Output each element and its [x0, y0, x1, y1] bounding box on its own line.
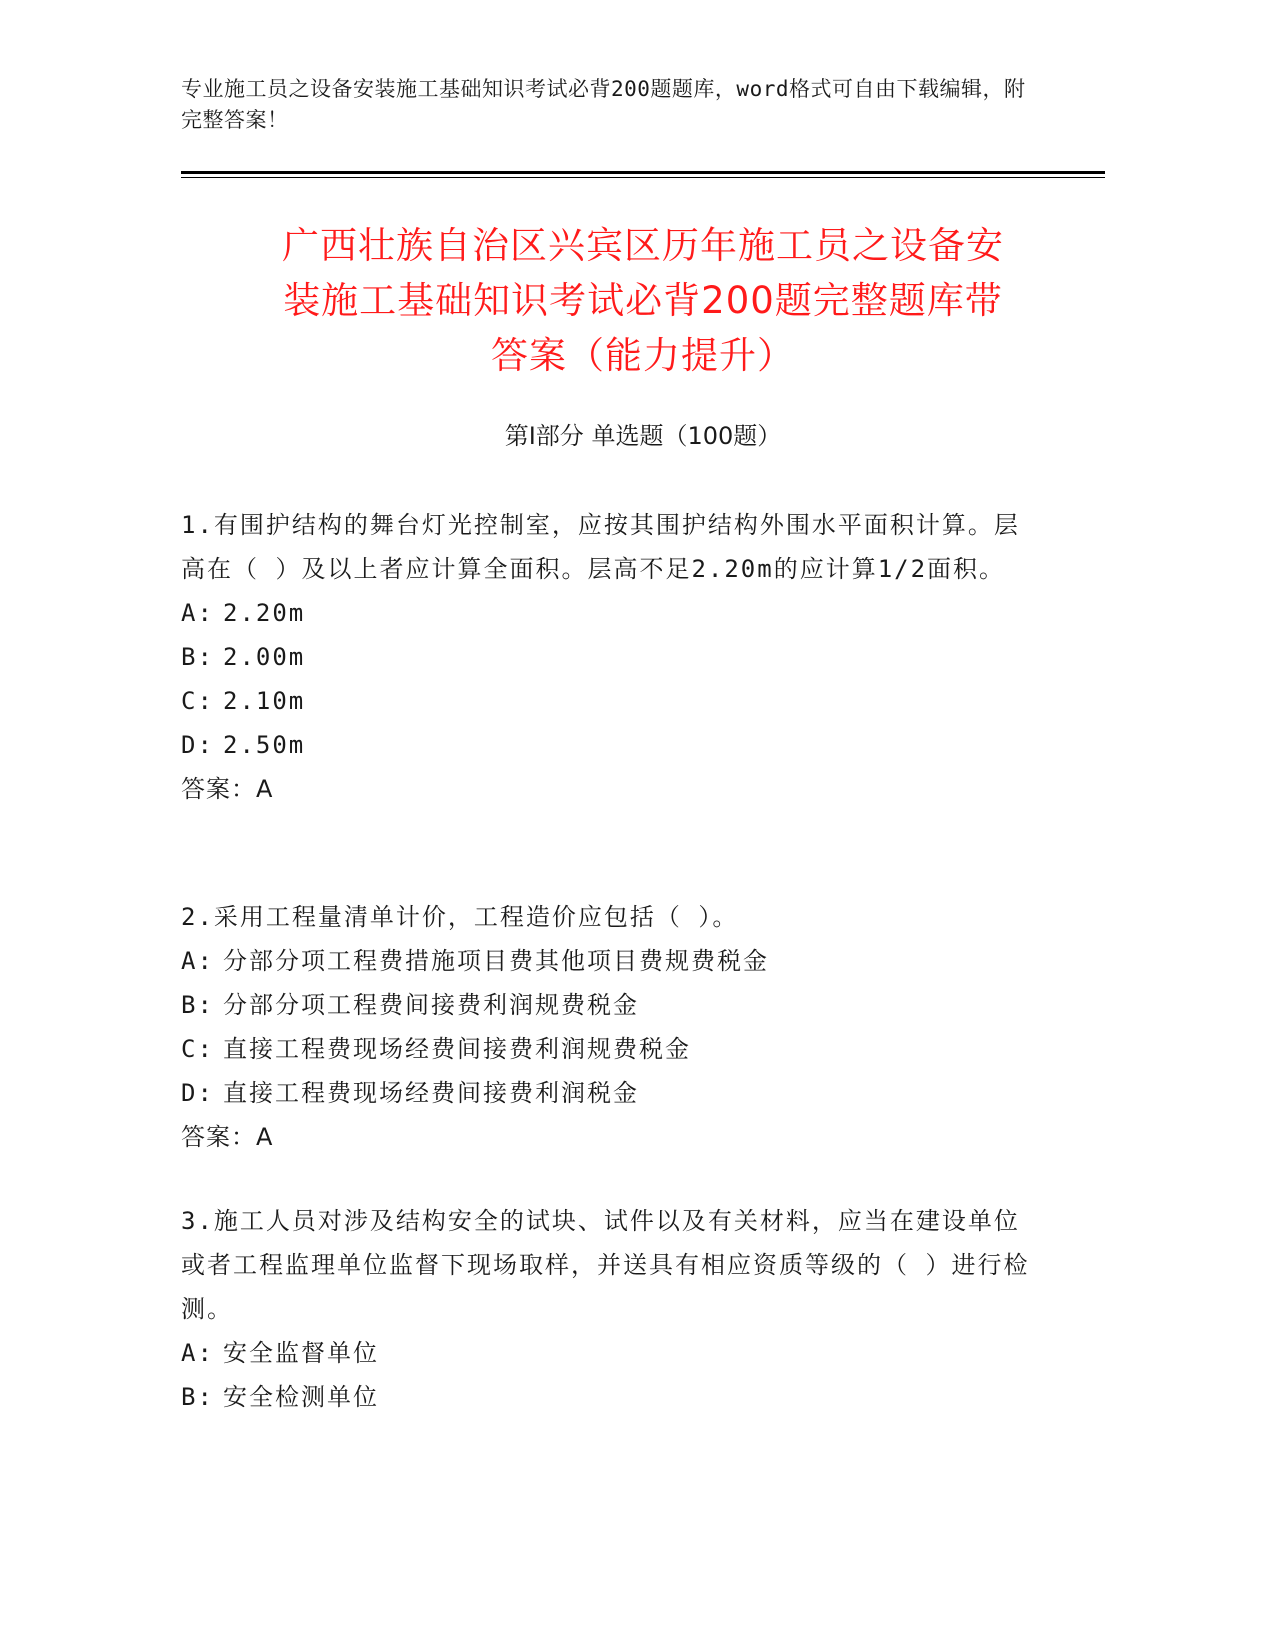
- option-b: [181, 1375, 1041, 1419]
- option-text: 分部分项工程费间接费利润规费税金: [223, 991, 639, 1019]
- option-b: [181, 635, 1041, 679]
- option-text: 分部分项工程费措施项目费其他项目费规费税金: [223, 947, 769, 975]
- header-divider-thin: [181, 177, 1105, 178]
- option-text: 直接工程费现场经费间接费利润规费税金: [223, 1035, 691, 1063]
- option-text: 2.20m: [223, 599, 306, 627]
- question-3: [181, 1199, 1041, 1419]
- document-title: [181, 218, 1105, 383]
- header-note: 专业施工员之设备安装施工基础知识考试必背200题题库，word格式可自由下载编辑，附完整答案！: [181, 77, 1026, 132]
- answer-line: 答案：A: [181, 1123, 274, 1151]
- option-letter: D:: [181, 1079, 214, 1107]
- question-text: 2.采用工程量清单计价，工程造价应包括（ ）。: [181, 903, 739, 931]
- option-letter: C:: [181, 687, 214, 715]
- option-b: [181, 983, 1041, 1027]
- title-line-2: 装施工基础知识考试必背200题完整题库带: [283, 279, 1003, 322]
- option-a: [181, 1331, 1041, 1375]
- option-d: [181, 723, 1041, 767]
- option-a: [181, 591, 1041, 635]
- option-text: 直接工程费现场经费间接费利润税金: [223, 1079, 639, 1107]
- option-c: [181, 1027, 1041, 1071]
- question-text: 3.施工人员对涉及结构安全的试块、试件以及有关材料，应当在建设单位或者工程监理单位监督下现场取样，并送具有相应资质等级的（ ）进行检测。: [181, 1207, 1030, 1323]
- option-letter: A:: [181, 599, 214, 627]
- answer-line: 答案：A: [181, 775, 274, 803]
- option-text: 安全检测单位: [223, 1383, 379, 1411]
- option-text: 2.10m: [223, 687, 306, 715]
- question-text: 1.有围护结构的舞台灯光控制室，应按其围护结构外围水平面积计算。层高在（ ）及以上者应计算全面积。层高不足2.20m的应计算1/2面积。: [181, 511, 1020, 583]
- option-text: 安全监督单位: [223, 1339, 379, 1367]
- question-2: [181, 895, 1041, 1159]
- option-letter: C:: [181, 1035, 214, 1063]
- title-line-1: 广西壮族自治区兴宾区历年施工员之设备安: [282, 224, 1004, 267]
- option-a: [181, 939, 1041, 983]
- option-text: 2.50m: [223, 731, 306, 759]
- question-1: [181, 503, 1041, 811]
- title-line-3: 答案（能力提升）: [491, 334, 795, 377]
- option-c: [181, 679, 1041, 723]
- option-letter: D:: [181, 731, 214, 759]
- option-letter: B:: [181, 991, 214, 1019]
- option-letter: A:: [181, 1339, 214, 1367]
- option-letter: B:: [181, 1383, 214, 1411]
- header-divider-thick: [181, 171, 1105, 174]
- option-d: [181, 1071, 1041, 1115]
- option-text: 2.00m: [223, 643, 306, 671]
- option-letter: A:: [181, 947, 214, 975]
- section-title: 第I部分 单选题（100题）: [504, 422, 782, 450]
- option-letter: B:: [181, 643, 214, 671]
